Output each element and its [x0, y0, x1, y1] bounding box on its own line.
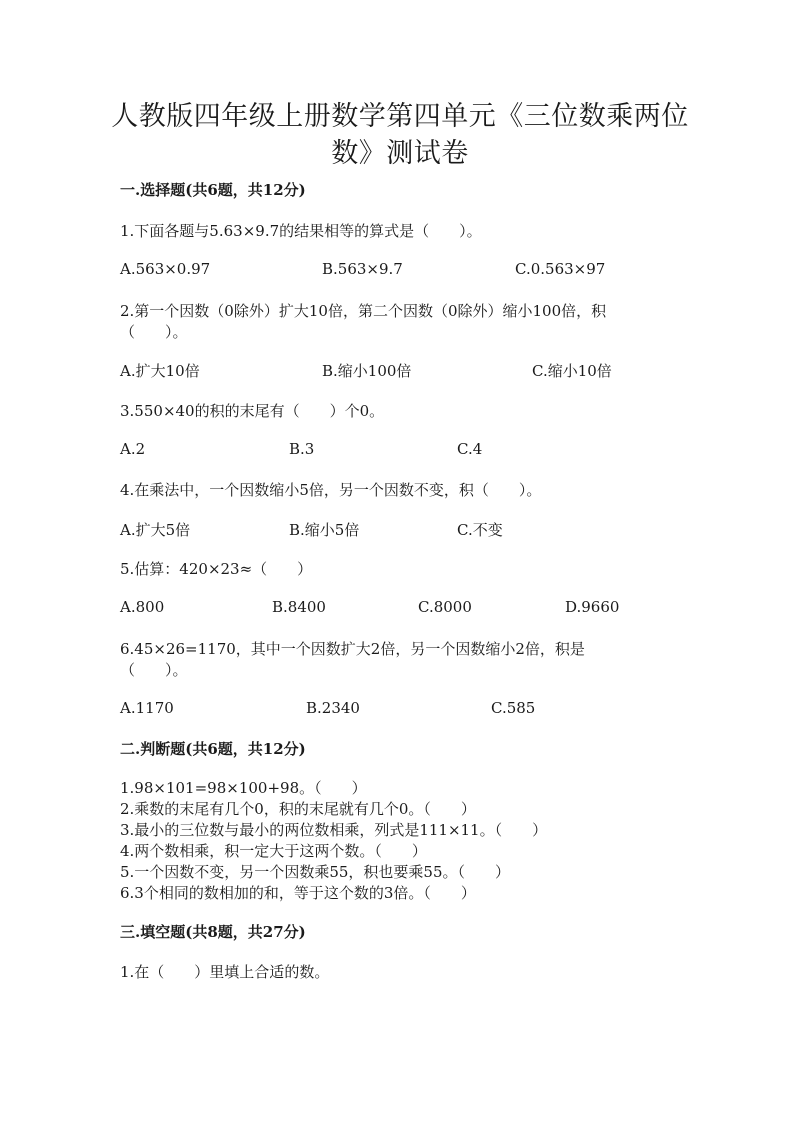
question-stem-continued: （ ）。	[120, 323, 188, 341]
option-a: A.2	[120, 440, 146, 458]
option-c: C.8000	[418, 598, 472, 616]
question-stem: 6.45×26=1170，其中一个因数扩大2倍，另一个因数缩小2倍，积是	[120, 640, 585, 658]
option-b: B.2340	[306, 699, 360, 717]
option-c: C.不变	[457, 521, 503, 539]
option-a: A.扩大5倍	[120, 521, 191, 539]
section-heading-judge: 二.判断题(共6题，共12分)	[120, 740, 306, 758]
judge-item: 3.最小的三位数与最小的两位数相乘，列式是111×11。（ ）	[120, 821, 548, 839]
option-b: B.缩小5倍	[289, 521, 360, 539]
page-title-line-2: 数》测试卷	[331, 138, 469, 169]
option-c: C.缩小10倍	[532, 362, 612, 380]
option-d: D.9660	[565, 598, 620, 616]
option-c: C.4	[457, 440, 483, 458]
option-a: A.1170	[120, 699, 174, 717]
fill-item: 1.在（ ）里填上合适的数。	[120, 963, 330, 981]
question-stem: 4.在乘法中，一个因数缩小5倍，另一个因数不变，积（ ）。	[120, 481, 542, 499]
option-c: C.585	[491, 699, 536, 717]
section-heading-choice: 一.选择题(共6题，共12分)	[120, 181, 306, 199]
page-title-line-1: 人教版四年级上册数学第四单元《三位数乘两位	[111, 101, 689, 132]
option-a: A.扩大10倍	[120, 362, 200, 380]
option-b: B.3	[289, 440, 315, 458]
option-a: A.800	[120, 598, 165, 616]
judge-item: 1.98×101=98×100+98。（ ）	[120, 779, 367, 797]
judge-item: 5.一个因数不变，另一个因数乘55，积也要乘55。（ ）	[120, 863, 510, 881]
option-a: A.563×0.97	[120, 260, 211, 278]
judge-item: 2.乘数的末尾有几个0，积的末尾就有几个0。（ ）	[120, 800, 476, 818]
option-b: B.缩小100倍	[322, 362, 412, 380]
section-heading-fill: 三.填空题(共8题，共27分)	[120, 923, 306, 941]
question-stem-continued: （ ）。	[120, 661, 188, 679]
question-stem: 5.估算：420×23≈（ ）	[120, 560, 313, 578]
question-stem: 1.下面各题与5.63×9.7的结果相等的算式是（ ）。	[120, 222, 482, 240]
judge-item: 4.两个数相乘，积一定大于这两个数。（ ）	[120, 842, 427, 860]
option-b: B.563×9.7	[322, 260, 403, 278]
judge-item: 6.3个相同的数相加的和，等于这个数的3倍。（ ）	[120, 884, 476, 902]
option-c: C.0.563×97	[515, 260, 606, 278]
question-stem: 3.550×40的积的末尾有（ ）个0。	[120, 402, 385, 420]
question-stem: 2.第一个因数（0除外）扩大10倍，第二个因数（0除外）缩小100倍，积	[120, 302, 607, 320]
option-b: B.8400	[272, 598, 326, 616]
